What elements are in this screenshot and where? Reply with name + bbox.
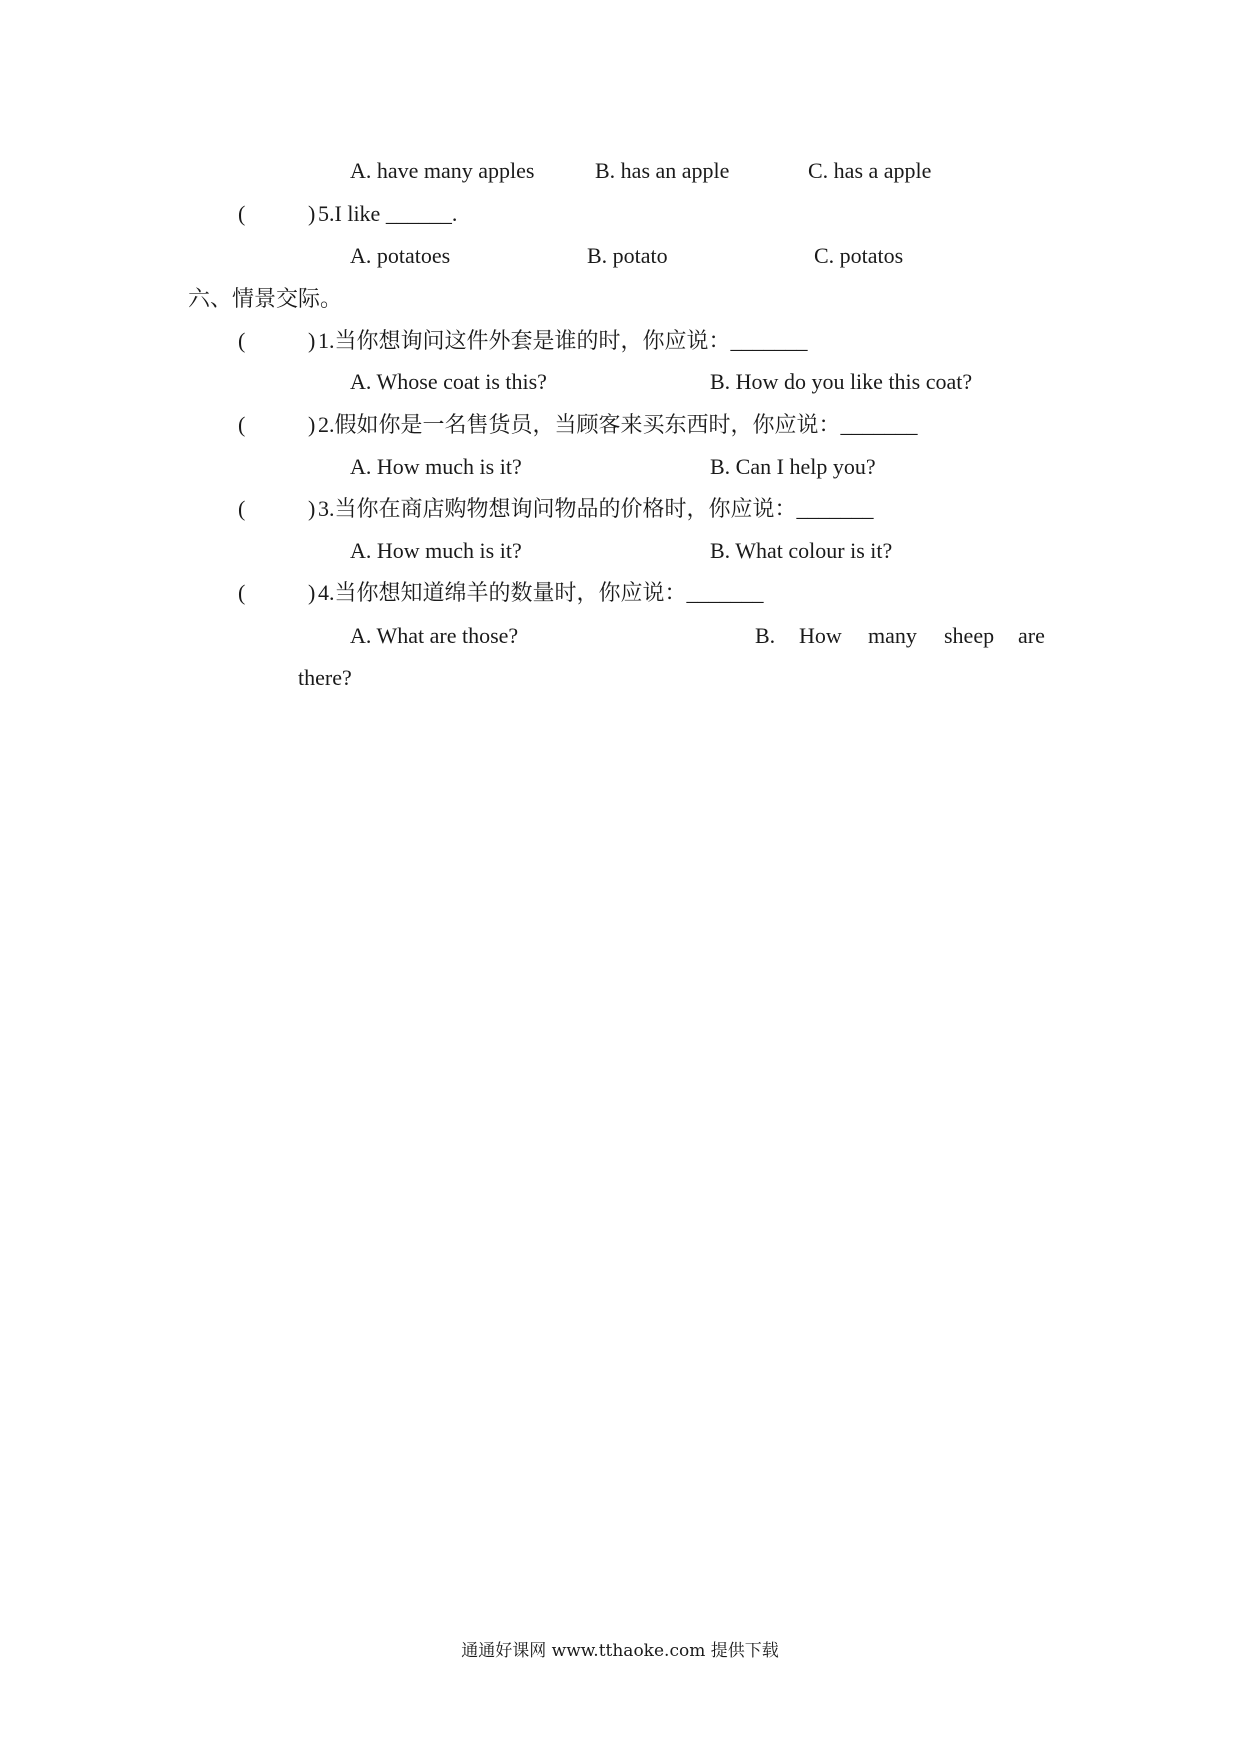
- option-a: A. Whose coat is this?: [350, 369, 547, 394]
- option-b-word: B.: [755, 623, 776, 648]
- option-b-word: How: [799, 623, 842, 648]
- answer-paren-open: (: [238, 412, 246, 437]
- option-c: C. has a apple: [808, 158, 932, 183]
- option-b-continued: there?: [298, 665, 352, 690]
- question-text: 2.假如你是一名售货员，当顾客来买东西时，你应说：_______: [318, 412, 918, 437]
- answer-paren-close: ): [308, 580, 316, 605]
- question-text: 4.当你想知道绵羊的数量时，你应说：_______: [318, 580, 764, 605]
- option-b: B. How do you like this coat?: [710, 369, 973, 394]
- option-b-word: many: [868, 623, 917, 648]
- answer-paren-close: ): [308, 201, 316, 226]
- option-b-word: are: [1018, 623, 1045, 648]
- question-text: 3.当你在商店购物想询问物品的价格时，你应说：_______: [318, 496, 874, 521]
- answer-paren-open: (: [238, 496, 246, 521]
- option-c: C. potatos: [814, 243, 904, 268]
- option-b: B. has an apple: [595, 158, 730, 183]
- option-a: A. How much is it?: [350, 538, 522, 563]
- answer-paren-open: (: [238, 328, 246, 353]
- option-a: A. What are those?: [350, 623, 519, 648]
- answer-paren-open: (: [238, 580, 246, 605]
- answer-paren-close: ): [308, 496, 316, 521]
- option-b: B. What colour is it?: [710, 538, 893, 563]
- option-b-word: sheep: [944, 623, 995, 648]
- option-b: B. Can I help you?: [710, 454, 876, 479]
- question-text: 1.当你想询问这件外套是谁的时，你应说：_______: [318, 328, 808, 353]
- option-a: A. potatoes: [350, 243, 451, 268]
- option-b: B. potato: [587, 243, 668, 268]
- page-footer: 通通好课网 www.tthaoke.com 提供下载: [461, 1641, 779, 1661]
- option-a: A. have many apples: [350, 158, 535, 183]
- question-text: 5.I like ______.: [318, 201, 458, 226]
- option-a: A. How much is it?: [350, 454, 522, 479]
- answer-paren-close: ): [308, 412, 316, 437]
- section-title: 六、情景交际。: [188, 286, 343, 311]
- answer-paren-close: ): [308, 328, 316, 353]
- answer-paren-open: (: [238, 201, 246, 226]
